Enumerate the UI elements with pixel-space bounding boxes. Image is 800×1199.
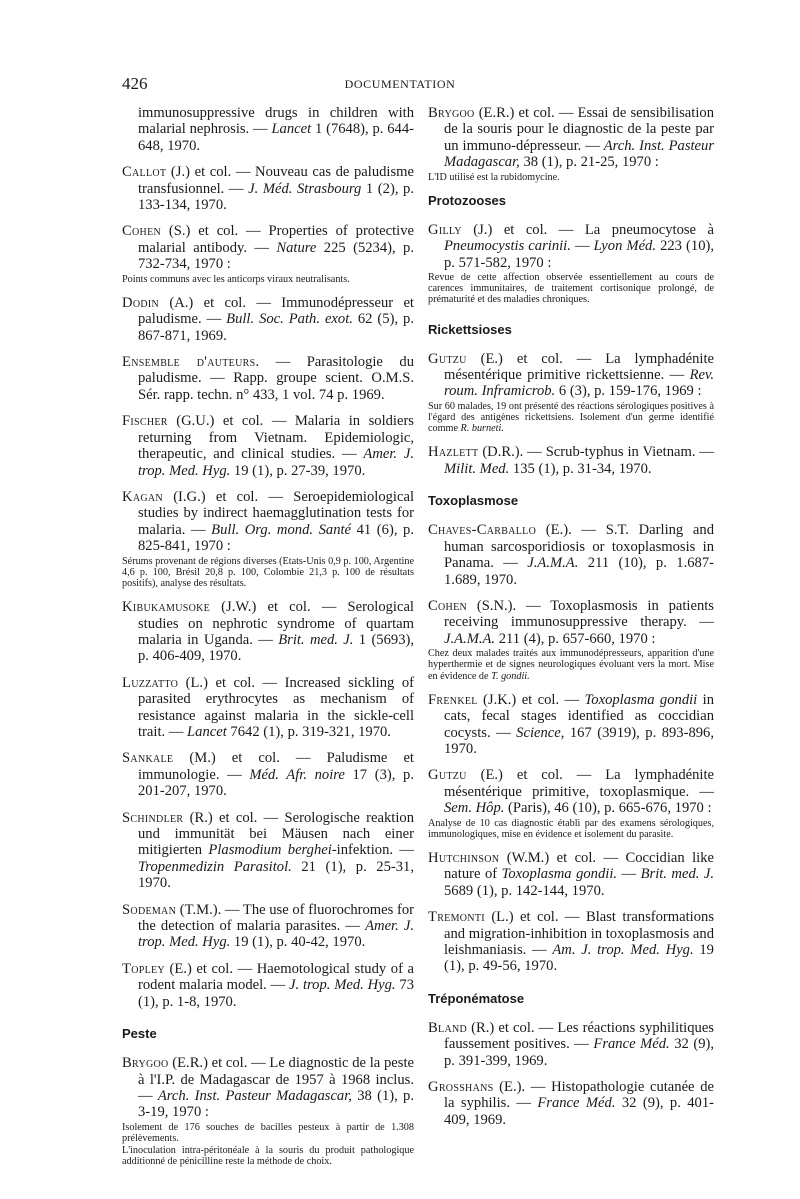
reference-entry: Gutzu (E.) et col. — La lymphadénite mésentérique primitive rickettsienne. — Rev. roum. Inframicrob. 6 (3), p. 159-176, 1969 : Sur 60 malades, 19 ont présenté des réactions sérologiques positives à l'égard des antigènes rickettsiens. Isolement d'un germe identifié comme R. burneti. <box>428 350 714 435</box>
author-name: Luzzatto <box>122 674 179 691</box>
author-name: Tremonti <box>428 909 485 926</box>
reference-entry: Chaves-Carballo (E.). — S.T. Darling and human sarcosporidiosis or toxoplasmosis in Panama. — J.A.M.A. 211 (10), p. 1.687-1.689, 1970. <box>428 522 714 588</box>
reference-entry: Sodeman (T.M.). — The use of fluorochromes for the detection of malaria parasites. — Amer. J. trop. Med. Hyg. 19 (1), p. 40-42, 1970. <box>122 901 414 951</box>
section-heading: Protozooses <box>428 192 507 208</box>
reference-entry: Callot (J.) et col. — Nouveau cas de paludisme transfusionnel. — J. Méd. Strasbourg 1 (2), p. 133-134, 1970. <box>122 164 414 214</box>
author-name: Kagan <box>122 488 163 505</box>
reference-entry: Gilly (J.) et col. — La pneumocytose à Pneumocystis carinii. — Lyon Méd. 223 (10), p. 571-582, 1970 : Revue de cette affection observée essentiellement au cours de carences immunitaires, de traitement cortisonique prolongé, de prématurité et des maladies chroniques. <box>428 221 714 306</box>
author-name: Sankale <box>122 750 174 767</box>
reference-entry: Cohen (S.N.). — Toxoplasmosis in patients receiving immunosuppressive therapy. — J.A.M.A. 211 (4), p. 657-660, 1970 : Chez deux malades traités aux immunodépresseurs, apparition d'une hyperthermie et de signes neurologiques évoluant vers la mort. Mise en évidence de T. gondii. <box>428 597 714 682</box>
section-heading: Toxoplasmose <box>428 493 519 509</box>
author-name: Hazlett <box>428 444 479 461</box>
author-name: Cohen <box>428 597 468 614</box>
page-header <box>0 74 800 98</box>
author-name: Bland <box>428 1019 468 1036</box>
author-name: Brygoo <box>122 1055 169 1072</box>
author-name: Kibukamusoke <box>122 599 211 616</box>
reference-entry: Grosshans (E.). — Histopathologie cutanée de la syphilis. — France Méd. 32 (9), p. 401-409, 1969. <box>428 1079 714 1128</box>
author-name: Brygoo <box>428 105 475 121</box>
author-name: Gilly <box>428 221 462 238</box>
reference-note: Points communs avec les anticorps viraux neutralisants. <box>122 273 350 285</box>
author-name: Sodeman <box>122 901 177 918</box>
author-name: Gutzu <box>428 767 467 784</box>
author-name: Callot <box>122 164 167 181</box>
reference-entry: Brygoo (E.R.) et col. — Essai de sensibilisation de la souris pour le diagnostic de la peste par un immuno-dépresseur. — Arch. Inst. Pasteur Madagascar, 38 (1), p. 21-25, 1970 : L'ID utilisé est la rubidomycine. <box>428 105 715 183</box>
reference-entry: Dodin (A.) et col. — Immunodépresseur et paludisme. — Bull. Soc. Path. exot. 62 (5), p. 867-871, 1969. <box>122 294 414 344</box>
reference-entry: Frenkel (J.K.) et col. — Toxoplasma gondii in cats, fecal stages identified as coccidian cocysts. — Science, 167 (3919), p. 893-896, 1970. <box>428 691 714 757</box>
reference-entry: Kibukamusoke (J.W.) et col. — Serological studies on nephrotic syndrome of quartam malaria in Uganda. — Brit. med. J. 1 (5693), p. 406-409, 1970. <box>122 599 414 665</box>
author-name: Chaves-Carballo <box>428 522 537 539</box>
reference-note: Analyse de 10 cas diagnostic établi par des examens sérologiques, immunologiques, mise en évidence et isolement du parasite. <box>428 817 714 840</box>
section-heading: Peste <box>122 1026 157 1042</box>
reference-entry: Brygoo (E.R.) et col. — Le diagnostic de la peste à l'I.P. de Madagascar de 1957 à 1968 inclus. — Arch. Inst. Pasteur Madagascar, 38 (1), p. 3-19, 1970 : Isolement de 176 souches de bacilles pesteux à partir de 1.308 prélèvements. L'inoculation intra-péritonéale à la souris du produit pathologique additionné de pénicilline reste la méthode de choix. <box>122 1055 414 1168</box>
reference-note: Sérums provenant de régions diverses (Etats-Unis 0,9 p. 100, Argentine 4,6 p. 100, Brésil 20,8 p. 100, Colombie 21,3 p. 100 de résultats positifs), analyse des résultats. <box>122 555 414 589</box>
reference-entry: Cohen (S.) et col. — Properties of protective malarial antibody. — Nature 225 (5234), p. 732-734, 1970 : Points communs avec les anticorps viraux neutralisants. <box>122 223 414 285</box>
reference-entry: Tremonti (L.) et col. — Blast transformations and migration-inhibition in toxoplasmosis and leishmaniasis. — Am. J. trop. Med. Hyg. 19 (1), p. 49-56, 1970. <box>428 909 714 975</box>
page-number: 426 <box>122 74 148 93</box>
author-name: Frenkel <box>428 691 478 708</box>
reference-entry: Gutzu (E.) et col. — La lymphadénite mésentérique primitive, toxoplasmique. — Sem. Hôp. (Paris), 46 (10), p. 665-676, 1970 : Analyse de 10 cas diagnostic établi par des examens sérologiques, immunologiques, mise en évidence et isolement du parasite. <box>428 767 714 840</box>
reference-entry: Bland (R.) et col. — Les réactions syphilitiques faussement positives. — France Méd. 32 (9), p. 391-399, 1969. <box>428 1019 715 1069</box>
reference-entry: Topley (E.) et col. — Haemotological study of a rodent malaria model. — J. trop. Med. Hyg. 73 (1), p. 1-8, 1970. <box>122 960 415 1010</box>
author-name: Ensemble d'auteurs <box>122 354 256 371</box>
author-name: Schindler <box>122 809 184 826</box>
reference-note: Isolement de 176 souches de bacilles pesteux à partir de 1.308 prélèvements. <box>122 1121 414 1144</box>
author-name: Grosshans <box>428 1079 494 1096</box>
reference-note: Chez deux malades traités aux immunodépresseurs, apparition d'une hyperthermie et de signes neurologiques évoluant vers la mort. Mise en évidence de T. gondii. <box>428 648 714 682</box>
reference-entry: Schindler (R.) et col. — Serologische reaktion und immunität bei Mäusen nach einer mitigierten Plasmodium berghei-infektion. — Tropenmedizin Parasitol. 21 (1), p. 25-31, 1970. <box>122 809 414 892</box>
reference-entry: Luzzatto (L.) et col. — Increased sickling of parasited erythrocytes as mechanism of resistance against malaria in the sickle-cell trait. — Lancet 7642 (1), p. 319-321, 1970. <box>122 674 414 740</box>
author-name: Dodin <box>122 294 160 311</box>
section-heading: Rickettsioses <box>428 321 512 337</box>
reference-note: L'ID utilisé est la rubidomycine. <box>428 171 560 183</box>
running-title: DOCUMENTATION <box>344 77 456 91</box>
right-column <box>428 105 714 1138</box>
reference-entry: Hazlett (D.R.). — Scrub-typhus in Vietnam. — Milit. Med. 135 (1), p. 31-34, 1970. <box>428 444 714 477</box>
reference-entry: Fischer (G.U.) et col. — Malaria in soldiers returning from Vietnam. Epidemiologic, therapeutic, and clinical studies. — Amer. J. trop. Med. Hyg. 19 (1), p. 27-39, 1970. <box>122 413 414 479</box>
reference-entry: immunosuppressive drugs in children with malarial nephrosis. — Lancet 1 (7648), p. 644-648, 1970. <box>138 105 414 154</box>
author-name: Hutchinson <box>428 850 500 866</box>
reference-entry: Ensemble d'auteurs. — Parasitologie du paludisme. — Rapp. groupe scient. O.M.S. Sér. rapp. techn. n° 433, 1 vol. 74 p. 1969. <box>122 354 414 403</box>
author-name: Cohen <box>122 223 162 240</box>
section-heading: Tréponématose <box>428 990 525 1006</box>
left-column <box>122 105 414 1178</box>
reference-note: Revue de cette affection observée essentiellement au cours de carences immunitaires, de traitement cortisonique prolongé, de prématurité et des maladies chroniques. <box>428 272 714 306</box>
author-name: Topley <box>122 960 165 977</box>
author-name: Fischer <box>122 413 168 430</box>
reference-entry: Hutchinson (W.M.) et col. — Coccidian like nature of Toxoplasma gondii. — Brit. med. J. 5689 (1), p. 142-144, 1970. <box>428 850 714 899</box>
reference-entry: Kagan (I.G.) et col. — Seroepidemiological studies by indirect haemagglutination tests for malaria. — Bull. Org. mond. Santé 41 (6), p. 825-841, 1970 : Sérums provenant de régions diverses (Etats-Unis 0,9 p. 100, Argentine 4,6 p. 100, Brésil 20,8 p. 100, Colombie 21,3 p. 100 de résultats positifs), analyse des résultats. <box>122 488 414 589</box>
reference-note: Sur 60 malades, 19 ont présenté des réactions sérologiques positives à l'égard des antigènes rickettsiens. Isolement d'un germe identifié comme R. burneti. <box>428 400 714 435</box>
reference-note: L'inoculation intra-péritonéale à la souris du produit pathologique additionné de pénicilline reste la méthode de choix. <box>122 1145 414 1168</box>
reference-entry: Sankale (M.) et col. — Paludisme et immunologie. — Méd. Afr. noire 17 (3), p. 201-207, 1970. <box>122 750 414 800</box>
author-name: Gutzu <box>428 350 467 367</box>
